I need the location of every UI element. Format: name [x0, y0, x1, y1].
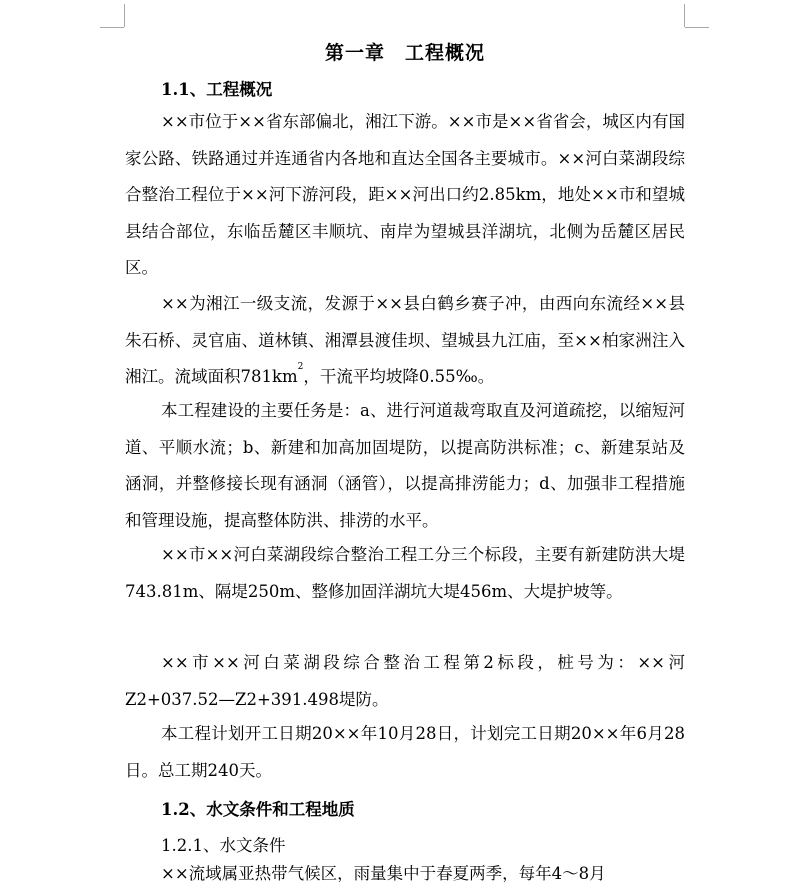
basin-text: ××为湘江一级支流，发源于××县白鹤乡赛子冲，由西向东流经××县朱石桥、灵官庙、道林镇、湘潭县渡佳坝、望城县九江庙，至××柏家洲注入湘江。流域面积781km — [125, 294, 685, 387]
paragraph-schedule: 本工程计划开工日期20××年10月28日，计划完工日期20××年6月28日。总工期240天。 — [125, 724, 685, 780]
chapter-title: 第一章 工程概况 — [324, 42, 485, 64]
crop-mark-left-horizontal — [100, 27, 124, 28]
section-heading-1-2: 1.2、水文条件和工程地质 — [161, 800, 355, 819]
paragraph-tasks: 本工程建设的主要任务是：a、进行河道裁弯取直及河道疏挖，以缩短河道、平顺水流；b、新建和加高加固堤防，以提高防洪标准；c、新建泵站及涵洞，并整修接长现有涵洞（涵管），以提高排涝能力；d、加强非工程措施和管理设施，提高整体防洪、排涝的水平。 — [125, 401, 685, 530]
paragraph-sections: ××市××河白菜湖段综合整治工程工分三个标段，主要有新建防洪大堤743.81m、隔堤250m、整修加固洋湖坑大堤456m、大堤护坡等。 — [125, 545, 685, 601]
basin-superscript: 2 — [297, 362, 304, 373]
section-heading-1-1: 1.1、工程概况 — [161, 80, 273, 99]
paragraph-location: ××市位于××省东部偏北，湘江下游。××市是××省省会，城区内有国家公路、铁路通过并连通省内各地和直达全国各主要城市。××河白菜湖段综合整治工程位于××河下游河段，距××河出口约2.85km，地处××市和望城县结合部位，东临岳麓区丰顺坑、南岸为望城县洋湖坑，北侧为岳麓区居民区。 — [125, 112, 685, 278]
subsection-heading-1-2-1: 1.2.1、水文条件 — [161, 836, 286, 855]
paragraph-hydrology: ××流域属亚热带气候区，雨量集中于春夏两季，每年4～8月 — [161, 864, 606, 882]
paragraph-section-two: ××市××河白菜湖段综合整治工程第2标段，桩号为：××河Z2+037.52—Z2+391.498堤防。 — [125, 653, 685, 709]
paragraph-basin — [125, 286, 685, 396]
basin-text-end: ，干流平均坡降0.55‰。 — [303, 367, 495, 387]
document-page — [125, 0, 685, 882]
crop-mark-right-horizontal — [685, 27, 709, 28]
